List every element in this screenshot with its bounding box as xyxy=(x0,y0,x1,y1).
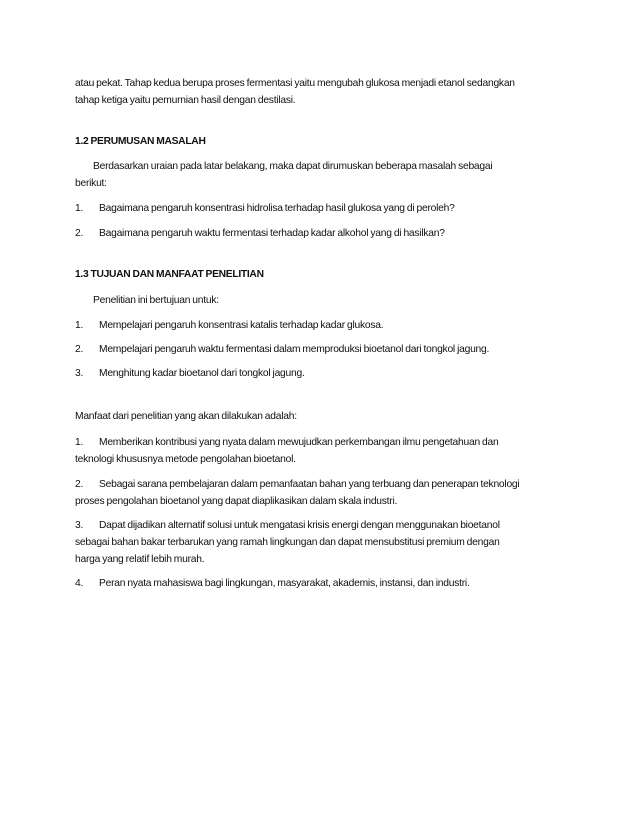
list-text-line-1: Dapat dijadikan alternatif solusi untuk mengatasi krisis energi dengan menggunakan bioetanol xyxy=(99,520,500,531)
list-number: 1. xyxy=(75,437,84,448)
list-text-line-2: sebagai bahan bakar terbarukan yang ramah lingkungan dan dapat mensubstitusi premium dengan xyxy=(75,537,500,548)
list-number: 1. xyxy=(75,320,84,331)
intro-paragraph xyxy=(75,75,575,109)
list-number: 2. xyxy=(75,228,84,239)
list-text-line-2: proses pengolahan bioetanol yang dapat diaplikasikan dalam skala industri. xyxy=(75,496,398,507)
list-item xyxy=(75,517,575,568)
list-text: Mempelajari pengaruh konsentrasi katalis terhadap kadar glukosa. xyxy=(99,320,384,331)
list-item xyxy=(75,434,575,468)
list-text: Bagaimana pengaruh konsentrasi hidrolisa terhadap hasil glukosa yang di peroleh? xyxy=(99,203,455,214)
rumusan-para-line-1: Berdasarkan uraian pada latar belakang, maka dapat dirumuskan beberapa masalah sebagai xyxy=(93,161,493,172)
list-number: 3. xyxy=(75,520,84,531)
tujuan-intro: Penelitian ini bertujuan untuk: xyxy=(93,295,219,306)
intro-line-1: atau pekat. Tahap kedua berupa proses fermentasi yaitu mengubah glukosa menjadi etanol sedangkan xyxy=(75,78,515,89)
rumusan-paragraph xyxy=(75,158,575,192)
list-number: 4. xyxy=(75,578,84,589)
intro-line-2: tahap ketiga yaitu pemurnian hasil dengan destilasi. xyxy=(75,95,296,106)
list-text-line-3: harga yang relatif lebih murah. xyxy=(75,554,205,565)
list-text-line-1: Sebagai sarana pembelajaran dalam pemanfaatan bahan yang terbuang dan penerapan teknologi xyxy=(99,479,520,490)
manfaat-intro: Manfaat dari penelitian yang akan dilakukan adalah: xyxy=(75,411,297,422)
list-text: Bagaimana pengaruh waktu fermentasi terhadap kadar alkohol yang di hasilkan? xyxy=(99,228,445,239)
list-text-line-1: Peran nyata mahasiswa bagi lingkungan, masyarakat, akademis, instansi, dan industri. xyxy=(99,578,470,589)
list-item xyxy=(75,317,575,334)
list-item xyxy=(75,341,575,358)
section-heading-tujuan: 1.3 TUJUAN DAN MANFAAT PENELITIAN xyxy=(75,269,264,280)
list-item xyxy=(75,476,575,510)
list-number: 2. xyxy=(75,344,84,355)
rumusan-para-line-2: berikut: xyxy=(75,178,107,189)
list-item xyxy=(75,365,575,382)
list-text-line-2: teknologi khususnya metode pengolahan bioetanol. xyxy=(75,454,296,465)
list-item xyxy=(75,225,575,242)
list-item xyxy=(75,575,575,592)
list-text: Mempelajari pengaruh waktu fermentasi dalam memproduksi bioetanol dari tongkol jagung. xyxy=(99,344,490,355)
section-heading-rumusan: 1.2 PERUMUSAN MASALAH xyxy=(75,136,206,147)
list-number: 3. xyxy=(75,368,84,379)
list-number: 1. xyxy=(75,203,84,214)
list-text-line-1: Memberikan kontribusi yang nyata dalam mewujudkan perkembangan ilmu pengetahuan dan xyxy=(99,437,499,448)
list-item xyxy=(75,200,575,217)
list-number: 2. xyxy=(75,479,84,490)
list-text: Menghitung kadar bioetanol dari tongkol jagung. xyxy=(99,368,305,379)
